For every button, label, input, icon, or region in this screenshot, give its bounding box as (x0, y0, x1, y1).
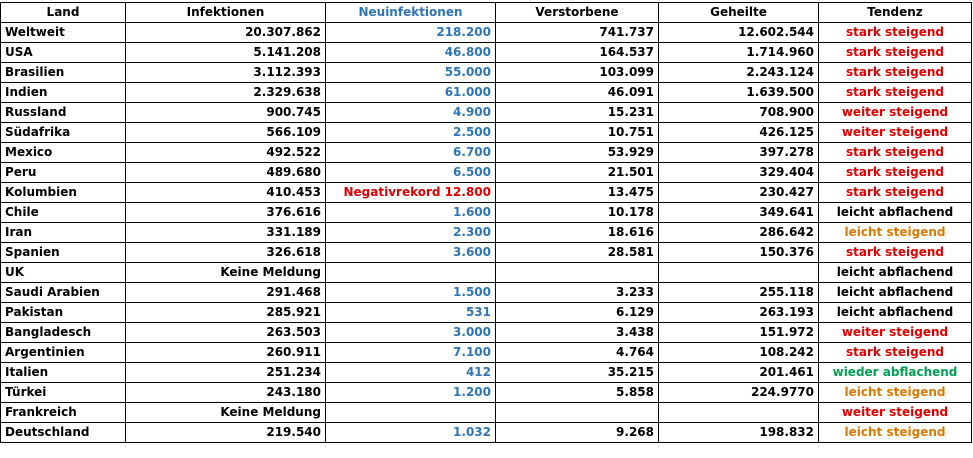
cell-land: Mexico (1, 143, 126, 163)
cell-verstorbene: 35.215 (496, 363, 659, 383)
cell-infektionen: 3.112.393 (126, 63, 326, 83)
cell-tendenz: stark steigend (819, 343, 972, 363)
cell-verstorbene: 6.129 (496, 303, 659, 323)
cell-tendenz: leicht abflachend (819, 283, 972, 303)
cell-neuinfektionen: 2.500 (326, 123, 496, 143)
cell-geheilte: 1.714.960 (659, 43, 819, 63)
covid-table (0, 2, 972, 443)
cell-land: Deutschland (1, 423, 126, 443)
cell-verstorbene: 3.438 (496, 323, 659, 343)
cell-neuinfektionen: 412 (326, 363, 496, 383)
cell-verstorbene: 13.475 (496, 183, 659, 203)
cell-tendenz: leicht steigend (819, 423, 972, 443)
cell-geheilte: 224.9770 (659, 383, 819, 403)
cell-neuinfektionen: 1.500 (326, 283, 496, 303)
cell-infektionen: 566.109 (126, 123, 326, 143)
cell-tendenz: stark steigend (819, 163, 972, 183)
cell-tendenz: leicht abflachend (819, 203, 972, 223)
cell-infektionen: 285.921 (126, 303, 326, 323)
cell-geheilte: 349.641 (659, 203, 819, 223)
cell-verstorbene: 164.537 (496, 43, 659, 63)
cell-infektionen: Keine Meldung (126, 403, 326, 423)
cell-tendenz: weiter steigend (819, 103, 972, 123)
cell-land: Bangladesch (1, 323, 126, 343)
cell-infektionen: 900.745 (126, 103, 326, 123)
cell-land: Kolumbien (1, 183, 126, 203)
cell-land: Peru (1, 163, 126, 183)
cell-land: Südafrika (1, 123, 126, 143)
cell-geheilte: 1.639.500 (659, 83, 819, 103)
cell-tendenz: stark steigend (819, 243, 972, 263)
cell-tendenz: wieder abflachend (819, 363, 972, 383)
cell-land: USA (1, 43, 126, 63)
cell-neuinfektionen: 2.300 (326, 223, 496, 243)
table-body (1, 23, 972, 443)
cell-verstorbene: 741.737 (496, 23, 659, 43)
table-row (1, 263, 972, 283)
cell-neuinfektionen: 6.700 (326, 143, 496, 163)
cell-geheilte: 426.125 (659, 123, 819, 143)
cell-neuinfektionen: 531 (326, 303, 496, 323)
cell-geheilte: 286.642 (659, 223, 819, 243)
cell-tendenz: stark steigend (819, 83, 972, 103)
cell-tendenz: stark steigend (819, 143, 972, 163)
cell-infektionen: 376.616 (126, 203, 326, 223)
cell-infektionen: 2.329.638 (126, 83, 326, 103)
cell-neuinfektionen: 1.032 (326, 423, 496, 443)
header-verstorbene: Verstorbene (496, 3, 659, 23)
cell-verstorbene: 103.099 (496, 63, 659, 83)
table-row (1, 103, 972, 123)
table-row (1, 63, 972, 83)
cell-tendenz: weiter steigend (819, 403, 972, 423)
cell-verstorbene: 46.091 (496, 83, 659, 103)
cell-infektionen: 219.540 (126, 423, 326, 443)
table-row (1, 343, 972, 363)
table-row (1, 123, 972, 143)
cell-infektionen: 410.453 (126, 183, 326, 203)
header-neuinfektionen: Neuinfektionen (326, 3, 496, 23)
cell-neuinfektionen: 1.600 (326, 203, 496, 223)
cell-infektionen: 489.680 (126, 163, 326, 183)
cell-land: Brasilien (1, 63, 126, 83)
table-row (1, 283, 972, 303)
cell-neuinfektionen: 218.200 (326, 23, 496, 43)
cell-infektionen: Keine Meldung (126, 263, 326, 283)
cell-land: Pakistan (1, 303, 126, 323)
table-row (1, 203, 972, 223)
cell-infektionen: 492.522 (126, 143, 326, 163)
cell-neuinfektionen: 3.000 (326, 323, 496, 343)
cell-land: Weltweit (1, 23, 126, 43)
cell-verstorbene: 18.616 (496, 223, 659, 243)
cell-verstorbene: 10.751 (496, 123, 659, 143)
cell-infektionen: 260.911 (126, 343, 326, 363)
cell-verstorbene: 15.231 (496, 103, 659, 123)
table-header (1, 3, 972, 23)
header-row (1, 3, 972, 23)
cell-geheilte: 708.900 (659, 103, 819, 123)
table-row (1, 303, 972, 323)
table-row (1, 363, 972, 383)
header-geheilte: Geheilte (659, 3, 819, 23)
table-row (1, 163, 972, 183)
cell-tendenz: weiter steigend (819, 123, 972, 143)
cell-land: Argentinien (1, 343, 126, 363)
cell-tendenz: stark steigend (819, 43, 972, 63)
cell-verstorbene: 4.764 (496, 343, 659, 363)
cell-geheilte: 12.602.544 (659, 23, 819, 43)
cell-infektionen: 291.468 (126, 283, 326, 303)
cell-neuinfektionen: 3.600 (326, 243, 496, 263)
cell-land: Indien (1, 83, 126, 103)
cell-geheilte (659, 263, 819, 283)
cell-geheilte: 198.832 (659, 423, 819, 443)
cell-neuinfektionen: 6.500 (326, 163, 496, 183)
cell-neuinfektionen: Negativrekord 12.800 (326, 183, 496, 203)
table-row (1, 83, 972, 103)
cell-neuinfektionen: 61.000 (326, 83, 496, 103)
cell-tendenz: stark steigend (819, 183, 972, 203)
cell-geheilte: 397.278 (659, 143, 819, 163)
cell-neuinfektionen (326, 263, 496, 283)
cell-geheilte: 230.427 (659, 183, 819, 203)
table-row (1, 23, 972, 43)
cell-land: Italien (1, 363, 126, 383)
cell-land: UK (1, 263, 126, 283)
cell-verstorbene: 10.178 (496, 203, 659, 223)
cell-verstorbene: 9.268 (496, 423, 659, 443)
cell-infektionen: 20.307.862 (126, 23, 326, 43)
cell-infektionen: 326.618 (126, 243, 326, 263)
cell-infektionen: 263.503 (126, 323, 326, 343)
header-tendenz: Tendenz (819, 3, 972, 23)
header-infektionen: Infektionen (126, 3, 326, 23)
cell-verstorbene: 5.858 (496, 383, 659, 403)
cell-neuinfektionen: 4.900 (326, 103, 496, 123)
table-row (1, 403, 972, 423)
table-row (1, 323, 972, 343)
cell-verstorbene: 21.501 (496, 163, 659, 183)
cell-infektionen: 331.189 (126, 223, 326, 243)
header-land: Land (1, 3, 126, 23)
cell-verstorbene: 28.581 (496, 243, 659, 263)
table-row (1, 223, 972, 243)
cell-tendenz: stark steigend (819, 63, 972, 83)
cell-geheilte: 263.193 (659, 303, 819, 323)
cell-infektionen: 5.141.208 (126, 43, 326, 63)
cell-geheilte: 255.118 (659, 283, 819, 303)
cell-geheilte: 2.243.124 (659, 63, 819, 83)
table-row (1, 423, 972, 443)
cell-infektionen: 251.234 (126, 363, 326, 383)
cell-land: Iran (1, 223, 126, 243)
cell-geheilte: 150.376 (659, 243, 819, 263)
cell-infektionen: 243.180 (126, 383, 326, 403)
cell-verstorbene (496, 403, 659, 423)
table-row (1, 243, 972, 263)
cell-verstorbene (496, 263, 659, 283)
cell-land: Spanien (1, 243, 126, 263)
cell-tendenz: leicht steigend (819, 383, 972, 403)
cell-land: Chile (1, 203, 126, 223)
cell-geheilte (659, 403, 819, 423)
table-row (1, 43, 972, 63)
cell-geheilte: 201.461 (659, 363, 819, 383)
cell-tendenz: stark steigend (819, 23, 972, 43)
cell-tendenz: leicht steigend (819, 223, 972, 243)
cell-land: Saudi Arabien (1, 283, 126, 303)
cell-land: Frankreich (1, 403, 126, 423)
cell-verstorbene: 53.929 (496, 143, 659, 163)
cell-geheilte: 329.404 (659, 163, 819, 183)
table-row (1, 143, 972, 163)
cell-neuinfektionen (326, 403, 496, 423)
cell-verstorbene: 3.233 (496, 283, 659, 303)
cell-geheilte: 151.972 (659, 323, 819, 343)
cell-tendenz: weiter steigend (819, 323, 972, 343)
cell-neuinfektionen: 55.000 (326, 63, 496, 83)
cell-land: Türkei (1, 383, 126, 403)
cell-tendenz: leicht abflachend (819, 263, 972, 283)
table-row (1, 383, 972, 403)
cell-geheilte: 108.242 (659, 343, 819, 363)
cell-neuinfektionen: 46.800 (326, 43, 496, 63)
cell-land: Russland (1, 103, 126, 123)
cell-neuinfektionen: 1.200 (326, 383, 496, 403)
cell-neuinfektionen: 7.100 (326, 343, 496, 363)
cell-tendenz: leicht abflachend (819, 303, 972, 323)
table-row (1, 183, 972, 203)
